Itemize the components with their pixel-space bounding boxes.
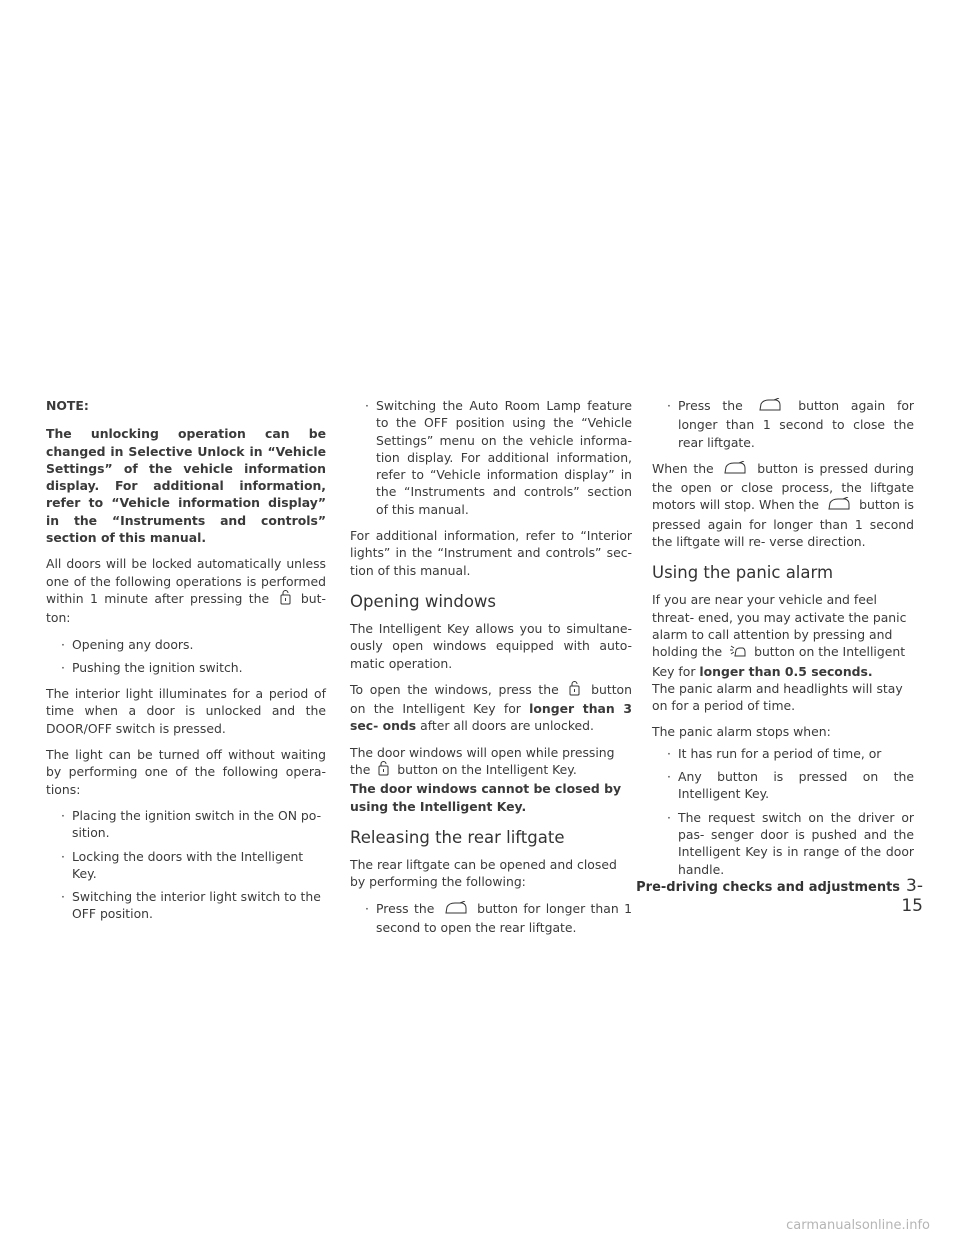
- windows-open-while-pressing: The door windows will open while pressing the button on the Intelligent Key.: [350, 744, 632, 781]
- heading-opening-windows: Opening windows: [350, 591, 497, 611]
- windows-open-instructions: To open the windows, press the button on the Intelligent Key for longer than 3 sec- onds after all doors are unlocked.: [350, 681, 632, 734]
- auto-lock-paragraph: All doors will be locked automatically unless one of the following operations is performed within 1 minute after pressing the but- ton:: [46, 556, 326, 626]
- heading-panic-alarm: Using the panic alarm: [652, 563, 834, 583]
- list-item: · Switching the interior light switch to the OFF position.: [46, 888, 326, 923]
- note-body: The unlocking operation can be changed in Selective Unlock in “Vehicle Settings” of the vehicle information display. For additional information, refer to “Vehicle information display” in the “Instruments and controls” section of this manual.: [46, 426, 326, 546]
- watermark: carmanualsonline.info: [786, 1218, 930, 1233]
- liftgate-button-icon: [758, 398, 782, 416]
- windows-intro: The Intelligent Key allows you to simultane- ously open windows equipped with auto- matic operation.: [350, 620, 632, 671]
- liftgate-button-icon: [444, 901, 468, 919]
- list-item: · Pushing the ignition switch.: [46, 659, 326, 676]
- light-off-list-continued: [350, 397, 632, 518]
- panic-duration: The panic alarm and headlights will stay on for a period of time.: [652, 680, 903, 714]
- liftgate-list: [350, 900, 632, 937]
- unlock-button-icon: [569, 681, 580, 700]
- heading-releasing-liftgate: Releasing the rear liftgate: [350, 827, 565, 847]
- list-item: · Opening any doors.: [46, 636, 326, 653]
- liftgate-button-icon: [723, 461, 747, 479]
- column-3: [652, 397, 914, 887]
- list-item: · The request switch on the driver or pas- senger door is pushed and the Intelligent Key is in range of the door handle.: [652, 809, 914, 878]
- page-footer: [633, 876, 923, 916]
- note-title: NOTE:: [46, 398, 89, 413]
- interior-light-paragraph: The interior light illuminates for a period of time when a door is unlocked and the DOOR/OFF switch is pressed.: [46, 686, 326, 736]
- section-title: Pre-driving checks and adjustments: [636, 880, 901, 895]
- interior-lights-reference: For additional information, refer to “Interior lights” in the “Instrument and controls” sec- tion of this manual.: [350, 528, 632, 578]
- liftgate-list-continued: [652, 397, 914, 451]
- windows-cannot-close: The door windows cannot be closed by using the Intelligent Key.: [350, 781, 622, 814]
- unlock-button-icon: [280, 590, 291, 609]
- panic-stops-intro: The panic alarm stops when:: [652, 724, 831, 740]
- panic-button-icon: [730, 644, 746, 662]
- list-item: · It has run for a period of time, or: [652, 745, 914, 762]
- liftgate-button-icon: [827, 497, 851, 515]
- list-item: · Press the button again for longer than 1 second to close the rear liftgate.: [652, 397, 914, 451]
- light-off-paragraph: The light can be turned off without waiting by performing one of the following opera- tions:: [46, 747, 326, 797]
- list-item: · Placing the ignition switch in the ON po- sition.: [46, 807, 326, 842]
- liftgate-intro: The rear liftgate can be opened and closed by performing the following:: [350, 856, 617, 890]
- liftgate-stop-paragraph: When the button is pressed during the open or close process, the liftgate motors will stop. When the button is pressed again for longer than 1 second the liftgate will re- verse direction.: [652, 460, 914, 550]
- column-2: [350, 397, 632, 945]
- auto-lock-list: [46, 636, 326, 677]
- list-item: · Press the button for longer than 1 second to open the rear liftgate.: [350, 900, 632, 937]
- light-off-list: [46, 807, 326, 923]
- list-item: · Switching the Auto Room Lamp feature to the OFF position using the “Vehicle Settings” menu on the vehicle informa- tion display. For additional information, refer to “Vehicle information display” in the “Instruments and controls” section of this manual.: [350, 397, 632, 518]
- page-number: 3-15: [901, 876, 923, 916]
- panic-instructions: If you are near your vehicle and feel threat- ened, you may activate the panic alarm to call attention by pressing and holding the button on the Intelligent Key for longer than 0.5 seconds.: [652, 592, 907, 679]
- list-item: · Locking the doors with the Intelligent Key.: [46, 848, 326, 883]
- list-item: · Any button is pressed on the Intelligent Key.: [652, 768, 914, 803]
- column-1: [46, 397, 326, 932]
- panic-stop-list: [652, 745, 914, 878]
- unlock-button-icon: [378, 761, 389, 780]
